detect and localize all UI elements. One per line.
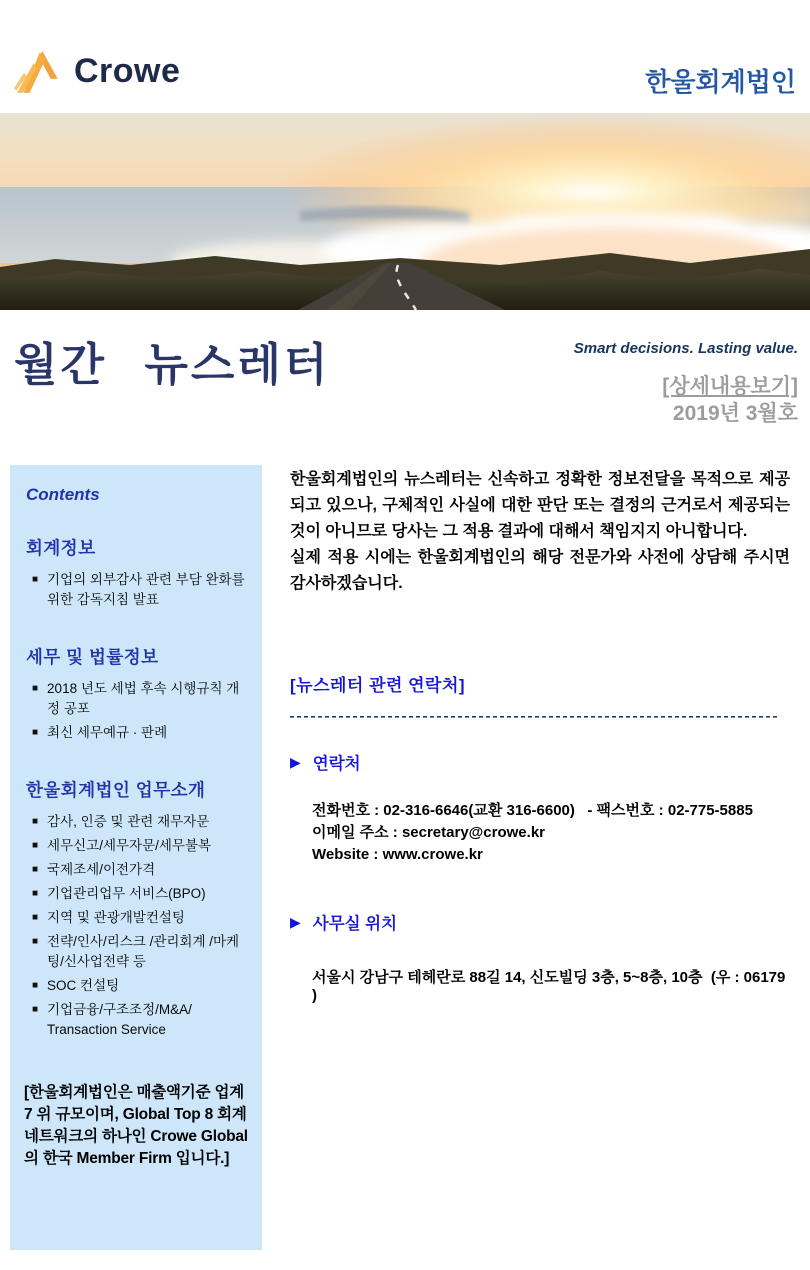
hero-image bbox=[0, 113, 810, 310]
header bbox=[0, 0, 810, 113]
disclaimer-paragraph: 한울회계법인의 뉴스레터는 신속하고 정확한 정보전달을 목적으로 제공되고 있으나, 구체적인 사실에 대한 판단 또는 결정의 근거로서 제공되는 것이 아니므로 당사는 그 적용 결과에 대해서 책임지지 아니합니다. bbox=[290, 471, 790, 540]
sidebar-section-heading: 한울회계법인 업무소개 bbox=[26, 780, 206, 800]
body-columns bbox=[0, 465, 810, 1250]
sidebar-item-text: 세무신고/세무자문/세무불복 bbox=[47, 838, 212, 853]
office-address: 서울시 강남구 테헤란로 88길 14, 신도빌딩 3층, 5~8층, 10층 (우 : 06179 ) bbox=[312, 969, 790, 1004]
main-content bbox=[290, 465, 790, 1250]
page-title: 월간 뉴스레터 bbox=[14, 339, 331, 390]
website-line: Website : www.crowe.kr bbox=[312, 846, 483, 863]
triangle-bullet-icon: ▶ bbox=[290, 914, 301, 930]
disclaimer-text bbox=[290, 467, 790, 597]
sidebar-item-text: 기업의 외부감사 관련 부담 완화를 위한 감독지침 발표 bbox=[47, 572, 245, 607]
sidebar-item-text: 국제조세/이전가격 bbox=[47, 862, 156, 877]
square-bullet-icon: ■ bbox=[32, 840, 39, 851]
masthead-right bbox=[574, 336, 798, 427]
square-bullet-icon: ■ bbox=[32, 912, 39, 923]
issue-label: 2019년 3월호 bbox=[672, 402, 798, 425]
sidebar-item-text: 기업금융/구조조정/M&A/ Transaction Service bbox=[47, 1002, 192, 1037]
sidebar-list-item bbox=[32, 836, 250, 856]
sidebar-item-text: SOC 컨설팅 bbox=[47, 978, 120, 993]
sidebar-list-item bbox=[32, 723, 250, 743]
sidebar-list-item bbox=[32, 860, 250, 880]
sidebar-section-heading: 세무 및 법률정보 bbox=[26, 647, 159, 667]
sidebar-item-text: 최신 세무예규 · 판례 bbox=[47, 725, 168, 740]
square-bullet-icon: ■ bbox=[32, 864, 39, 875]
sidebar-list-item bbox=[32, 884, 250, 904]
square-bullet-icon: ■ bbox=[32, 816, 39, 827]
contact-subheading bbox=[290, 750, 790, 774]
sidebar-item-text: 기업관리업무 서비스(BPO) bbox=[47, 886, 206, 901]
office-subheading bbox=[290, 910, 790, 934]
contact-section-heading: [뉴스레터 관련 연락처] bbox=[290, 676, 466, 695]
crowe-logo bbox=[14, 44, 180, 98]
company-name: 한울회계법인 bbox=[645, 67, 796, 97]
sidebar-list-item bbox=[32, 570, 250, 610]
square-bullet-icon: ■ bbox=[32, 574, 39, 585]
sidebar-list-item bbox=[32, 932, 250, 972]
sidebar-list-item bbox=[32, 679, 250, 719]
square-bullet-icon: ■ bbox=[32, 683, 39, 694]
square-bullet-icon: ■ bbox=[32, 727, 39, 738]
email-line: 이메일 주소 : secretary@crowe.kr bbox=[312, 824, 545, 841]
sidebar-item-text: 전략/인사/리스크 /관리회계 /마케팅/신사업전략 등 bbox=[47, 934, 240, 969]
square-bullet-icon: ■ bbox=[32, 936, 39, 947]
dashed-divider bbox=[290, 716, 780, 718]
sidebar-list-item bbox=[32, 908, 250, 928]
crowe-logo-icon bbox=[14, 44, 64, 98]
sidebar-list-item bbox=[32, 1000, 250, 1040]
sidebar-item-text: 2018 년도 세법 후속 시행규칙 개정 공포 bbox=[47, 681, 240, 716]
sidebar-footnote: [한울회계법인은 매출액기준 업계 7 위 규모이며, Global Top 8 회계 네트워크의 하나인 Crowe Global 의 한국 Member Firm 입니다.] bbox=[24, 1084, 248, 1167]
phone-line: 전화번호 : 02-316-6646(교환 316-6600) - 팩스번호 : 02-775-5885 bbox=[312, 802, 753, 819]
contact-details bbox=[290, 800, 790, 866]
square-bullet-icon: ■ bbox=[32, 1004, 39, 1015]
sidebar-item-text: 감사, 인증 및 관련 재무자문 bbox=[47, 814, 210, 829]
detail-view-link[interactable]: [상세내용보기] bbox=[662, 375, 798, 398]
triangle-bullet-icon: ▶ bbox=[290, 754, 301, 770]
contents-sidebar bbox=[10, 465, 262, 1250]
square-bullet-icon: ■ bbox=[32, 888, 39, 899]
masthead bbox=[0, 310, 810, 465]
sidebar-list-item bbox=[32, 976, 250, 996]
brand-tagline: Smart decisions. Lasting value. bbox=[573, 340, 798, 357]
disclaimer-paragraph: 실제 적용 시에는 한울회계법인의 해당 전문가와 사전에 상담해 주시면 감사하겠습니다. bbox=[290, 549, 790, 592]
sidebar-item-text: 지역 및 관광개발컨설팅 bbox=[47, 910, 185, 925]
brand-name: Crowe bbox=[74, 52, 181, 90]
contact-subheading-label: 연락처 bbox=[312, 755, 361, 773]
contents-title: Contents bbox=[26, 485, 100, 504]
sidebar-section-heading: 회계정보 bbox=[26, 538, 96, 558]
sidebar-sections bbox=[24, 535, 250, 1040]
office-subheading-label: 사무실 위치 bbox=[312, 915, 398, 933]
square-bullet-icon: ■ bbox=[32, 980, 39, 991]
sidebar-list-item bbox=[32, 812, 250, 832]
